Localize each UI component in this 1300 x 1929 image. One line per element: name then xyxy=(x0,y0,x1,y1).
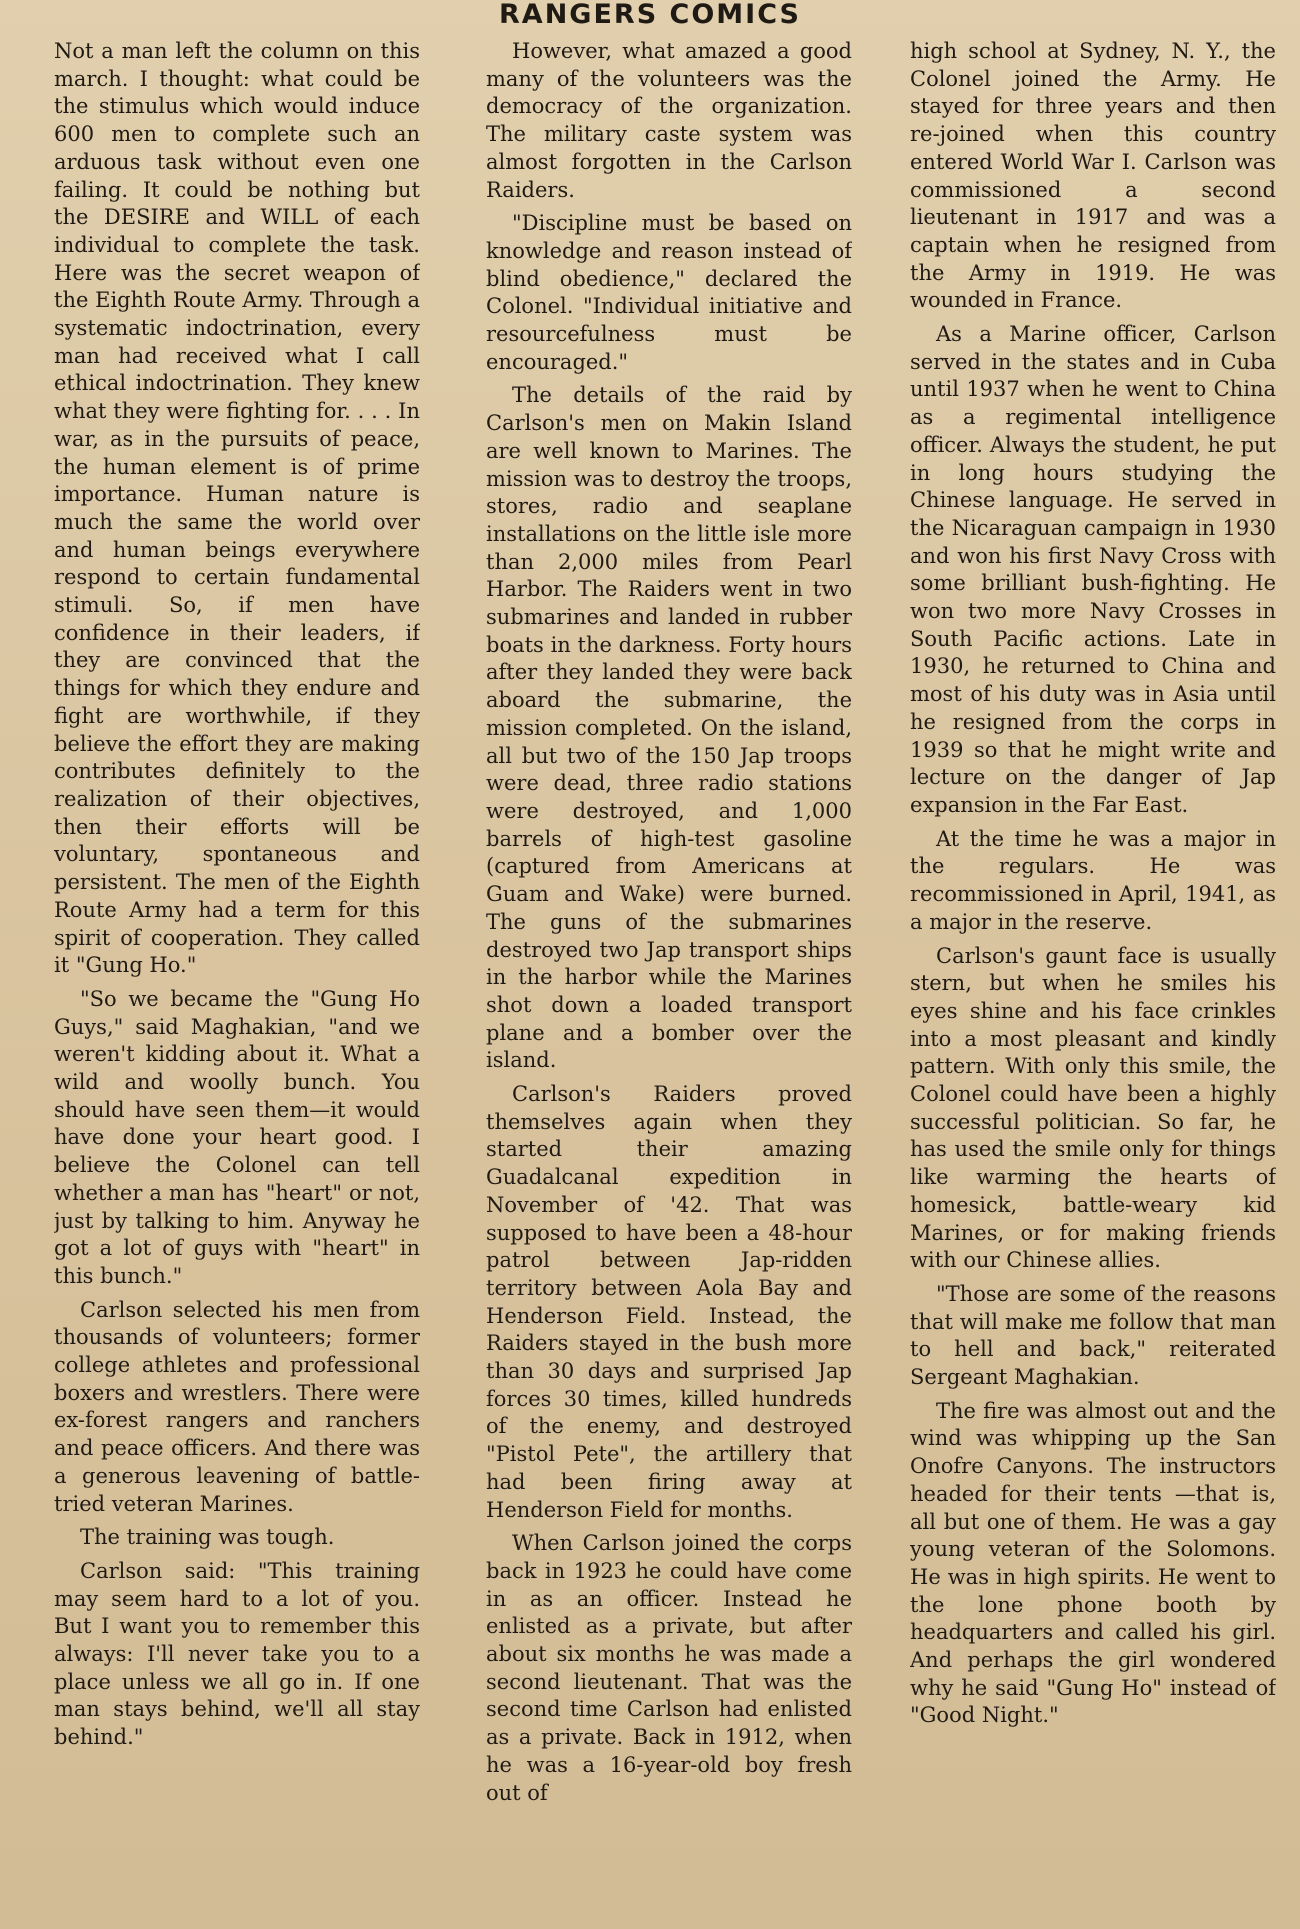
paragraph: "Those are some of the reasons that will make me follow that man to hell and back," reiterated Sergeant Maghakian. xyxy=(910,1281,1276,1390)
paragraph: Carlson selected his men from thousands of volunteers; former college athletes and professional boxers and wrestlers. There were ex-forest rangers and ranchers and peace officers. And there was a generous leavening of battle-tried veteran Marines. xyxy=(54,1297,420,1516)
column-2 xyxy=(486,38,852,1878)
paragraph: The fire was almost out and the wind was whipping up the San Onofre Canyons. The instructors headed for their tents —that is, all but one of them. He was a gay young veteran of the Solomons. He was in high spirits. He went to the lone phone booth by headquarters and called his girl. And perhaps the girl wondered why he said "Gung Ho" instead of "Good Night." xyxy=(910,1398,1276,1728)
paragraph: Carlson's gaunt face is usually stern, but when he smiles his eyes shine and his face crinkles into a most pleasant and kindly pattern. With only this smile, the Colonel could have been a highly successful politician. So far, he has used the smile only for things like warming the hearts of homesick, battle-weary kid Marines, or for making friends with our Chinese allies. xyxy=(910,943,1276,1273)
paragraph: However, what amazed a good many of the volunteers was the democracy of the organization. The military caste system was almost forgotten in the Carlson Raiders. xyxy=(486,39,852,202)
text-columns xyxy=(54,38,1300,1929)
column-1 xyxy=(54,38,420,1878)
paragraph: "So we became the "Gung Ho Guys," said Maghakian, "and we weren't kidding about it. What a wild and woolly bunch. You should have seen them—it would have done your heart good. I believe the Colonel can tell whether a man has "heart" or not, just by talking to him. Anyway he got a lot of guys with "heart" in this bunch." xyxy=(54,986,420,1288)
paragraph: Carlson's Raiders proved themselves again when they started their amazing Guadalcanal expedition in November of '42. That was supposed to have been a 48-hour patrol between Jap-ridden territory between Aola Bay and Henderson Field. Instead, the Raiders stayed in the bush more than 30 days and surprised Jap forces 30 times, killed hundreds of the enemy, and destroyed "Pistol Pete", the artillery that had been firing away at Henderson Field for months. xyxy=(486,1082,852,1522)
paragraph: At the time he was a major in the regulars. He was recommissioned in April, 1941, as a major in the reserve. xyxy=(910,826,1276,934)
paragraph: The training was tough. xyxy=(80,1525,335,1550)
paragraph: As a Marine officer, Carlson served in the states and in Cuba until 1937 when he went to China as a regimental intelligence officer. Always the student, he put in long hours studying the Chinese language. He served in the Nicaraguan campaign in 1930 and won his first Navy Cross with some brilliant bush-fighting. He won two more Navy Crosses in South Pacific actions. Late in 1930, he returned to China and most of his duty was in Asia until he resigned from the corps in 1939 so that he might write and lecture on the danger of Jap expansion in the Far East. xyxy=(910,322,1276,817)
paragraph: Carlson said: "This training may seem hard to a lot of you. But I want you to remember this always: I'll never take you to a place unless we all go in. If one man stays behind, we'll all stay behind." xyxy=(54,1558,420,1750)
paragraph: When Carlson joined the corps back in 1923 he could have come in as an officer. Instead he enlisted as a private, but after about six months he was made a second lieutenant. That was the second time Carlson had enlisted as a private. Back in 1912, when he was a 16-year-old boy fresh out of xyxy=(486,1531,852,1805)
paragraph: Not a man left the column on this march. I thought: what could be the stimulus which would induce 600 men to complete such an arduous task without even one failing. It could be nothing but the DESIRE and WILL of each individual to complete the task. Here was the secret weapon of the Eighth Route Army. Through a systematic indoctrination, every man had received what I call ethical indoctrination. They knew what they were fighting for. . . . In war, as in the pursuits of peace, the human element is of prime importance. Human nature is much the same the world over and human beings everywhere respond to certain fundamental stimuli. So, if men have confidence in their leaders, if they are convinced that the things for which they endure and fight are worthwhile, if they believe the effort they are making contributes definitely to the realization of their objectives, then their efforts will be voluntary, spontaneous and persistent. The men of the Eighth Route Army had a term for this spirit of cooperation. They called it "Gung Ho." xyxy=(54,39,420,978)
paragraph: The details of the raid by Carlson's men on Makin Island are well known to Marines. The mission was to destroy the troops, stores, radio and seaplane installations on the little isle more than 2,000 miles from Pearl Harbor. The Raiders went in two submarines and landed in rubber boats in the darkness. Forty hours after they landed they were back aboard the submarine, the mission completed. On the island, all but two of the 150 Jap troops were dead, three radio stations were destroyed, and 1,000 barrels of high-test gasoline (captured from Americans at Guam and Wake) were burned. The guns of the submarines destroyed two Jap transport ships in the harbor while the Marines shot down a loaded transport plane and a bomber over the island. xyxy=(486,383,852,1073)
paragraph: "Discipline must be based on knowledge and reason instead of blind obedience," declared the Colonel. "Individual initiative and resourcefulness must be encouraged." xyxy=(486,211,852,374)
page-header-title: RANGERS COMICS xyxy=(499,0,801,30)
column-3 xyxy=(910,38,1276,1878)
paragraph: high school at Sydney, N. Y., the Colonel joined the Army. He stayed for three years and then re-joined when this country entered World War I. Carlson was commissioned a second lieutenant in 1917 and was a captain when he resigned from the Army in 1919. He was wounded in France. xyxy=(910,39,1276,313)
